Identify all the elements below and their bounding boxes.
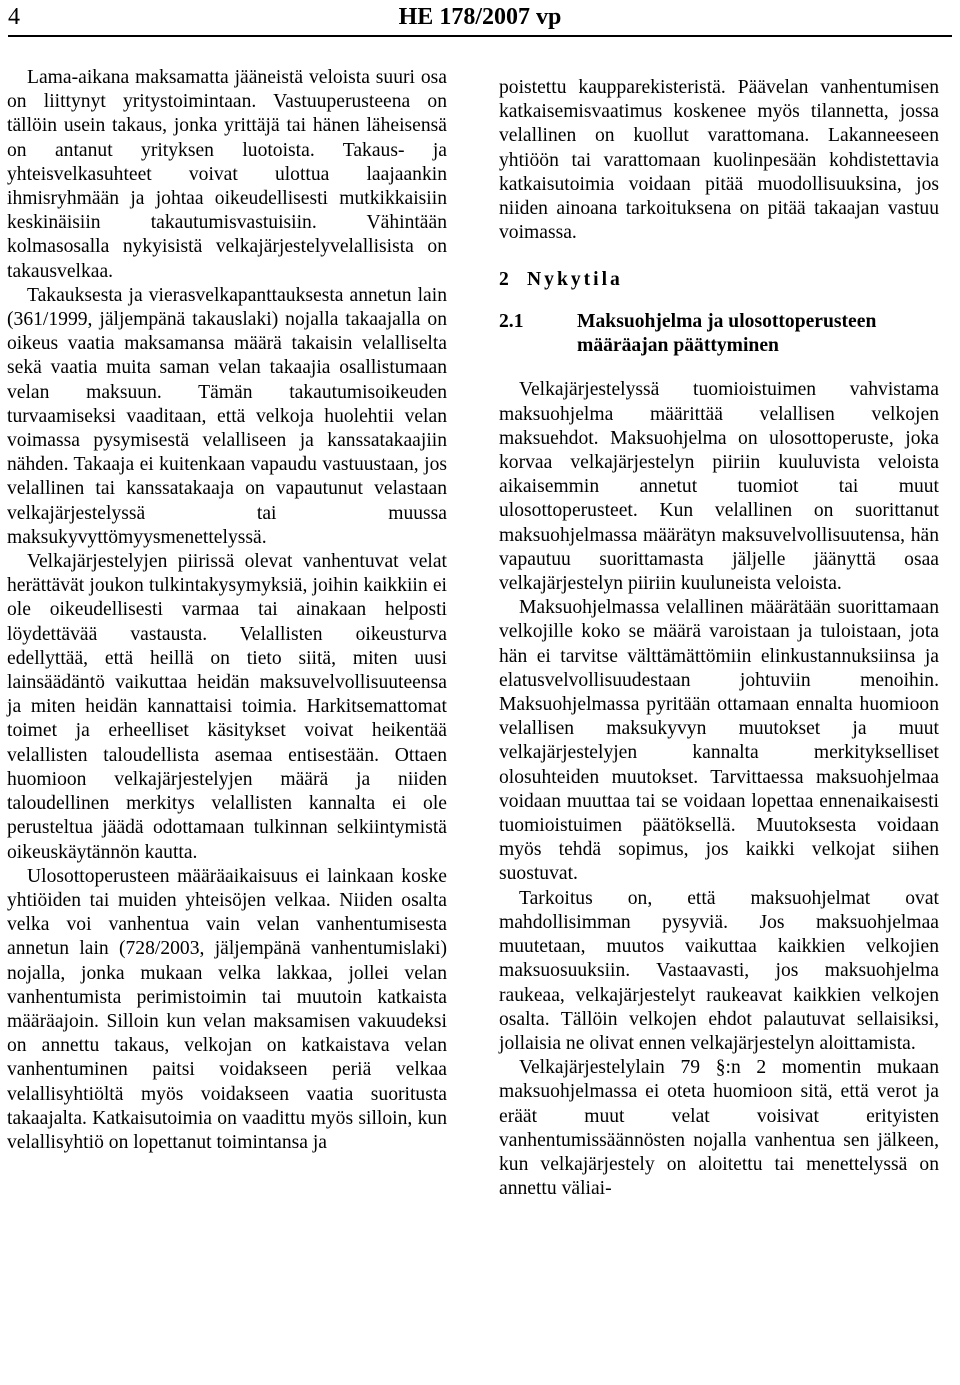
document-id: HE 178/2007 vp	[398, 4, 562, 30]
paragraph: Tarkoitus on, että maksuohjelmat ovat mahdollisimman pysyviä. Jos maksuohjelmaa muutetaan, muutos vaikuttaa kaikkien velkojien maksuosuuksiin. Vastaavasti, jos maksuohjelma raukeaa, velkajärjestelyt raukeavat kaikkien velkojen osalta. Tällöin velkojen ehdot palautuvat sellaisiksi, jollaisia ne olivat ennen velkajärjestelyn aloittamista.	[499, 887, 939, 1054]
section-heading	[499, 268, 939, 292]
subsection-title: Maksuohjelma ja ulosottoperusteen määräajan päättyminen	[577, 311, 877, 357]
page-number: 4	[8, 4, 20, 30]
header-rule	[8, 35, 952, 37]
section-number: 2	[499, 269, 509, 291]
section-title: Nykytila	[527, 269, 623, 291]
right-column	[499, 76, 939, 1201]
paragraph: Lama-aikana maksamatta jääneistä veloista suuri osa on liittynyt yritystoimintaan. Vastuuperusteena on tällöin usein takaus, jonka yrittäjä tai hänen läheisensä on antanut yrityksen luotoista. Takaus- ja yhteisvelkasuhteet voivat ulottua laajaankin ihmisryhmään ja johtaa oikeudellisesti mutkikkaisiin keskinäisiin takautumisvastuisiin. Vähintään kolmasosalla nykyisistä velkajärjestelyvelallisista on takausvelkaa.	[7, 67, 447, 282]
paragraph: Takauksesta ja vierasvelkapanttauksesta annetun lain (361/1999, jäljempänä takauslaki) nojalla takaajalla on oikeus vaatia maksamansa määrä takaisin velalliselta sekä vaatia muita saman velan takaajia osallistumaan velan maksuun. Tämän takautumisoikeuden turvaamiseksi vaaditaan, että velkoja huolehtii velan voimassa pysymisestä velalliseen ja kanssatakaajiin nähden. Takaaja ei kuitenkaan vapaudu vastuustaan, jos velallinen tai kanssatakaaja on vapautunut velastaan velkajärjestelyssä tai muussa maksukyvyttömyysmenettelyssä.	[7, 284, 447, 548]
subsection-heading	[499, 310, 939, 358]
paragraph: Velkajärjestelylain 79 §:n 2 momentin mukaan maksuohjelmassa ei oteta huomioon sitä, että verot ja eräät muut velat voisivat erityisten vanhentumissäännösten nojalla vanhentua sen jälkeen, kun velkajärjestely on aloitettu tai menettelyssä on annettu väliai-	[499, 1057, 939, 1200]
paragraph: Velkajärjestelyjen piirissä olevat vanhentuvat velat herättävät joukon tulkintakysymyksiä, joihin kaikkiin ei ole oikeudellisesti varmaa tai ainakaan helposti löydettävää vastausta. Velallisten oikeusturva edellyttää, että heillä on tieto siitä, miten uusi lainsäädäntö vaikuttaa heidän maksuvelvollisuuteensa ja miten heidän kannattaisi toimia. Harkitsemattomat toimet ja erheelliset käsitykset voivat heikentää velallisten taloudellista asemaa entisestään. Ottaen huomioon velkajärjestelyjen määrä ja niiden taloudellinen merkitys velallisten kannalta ei ole perusteltua jäädä odottamaan tulkinnan selkiintymistä oikeuskäytännön kautta.	[7, 551, 447, 863]
left-column	[7, 66, 447, 1155]
page-header	[0, 0, 960, 44]
subsection-number: 2.1	[499, 311, 524, 333]
paragraph: Velkajärjestelyssä tuomioistuimen vahvistama maksuohjelma määrittää velallisen velkojen maksuehdot. Maksuohjelma on ulosottoperuste, joka korvaa velkajärjestelyn piiriin kuuluvista veloista aikaisemmin annetut tuomiot tai muut ulosottoperusteet. Kun velallinen on suorittanut maksuohjelmassa määrätyn maksuvelvollisuutensa, hän vapautuu suorittamasta jäljelle jäänyttä osaa velkajärjestelyn piiriin kuuluneista veloista.	[499, 379, 939, 595]
continued-paragraph: poistettu kaupparekisteristä. Päävelan vanhentumisen katkaisemisvaatimus koskenee myös tilannetta, jossa velallinen on kuollut varattomana. Lakanneeseen yhtiöön tai varattomaan kuolinpesään kohdistettavia katkaisutoimia voidaan pitää muodollisuuksina, jos niiden ainoana tarkoituksena on pitää takaajan vastuu voimassa.	[499, 77, 939, 244]
paragraph: Ulosottoperusteen määräaikaisuus ei lainkaan koske yhtiöiden tai muiden yhteisöjen velkaa. Niiden osalta velka voi vanhentua vain velan vanhentumisesta annetun lain (728/2003, jäljempänä vanhentumislaki) nojalla, jonka mukaan velka lakkaa, jollei velan vanhentumista perimistoimin tai muutoin katkaista määräajoin. Silloin kun velan maksamisen vakuudeksi on annettu takaus, velkojan on katkaistava velan vanhentuminen paitsi voidakseen periä velkaa velallisyhtiöltä myös voidakseen vaatia suoritusta takaajalta. Katkaisutoimia on vaadittu myös silloin, kun velallisyhtiö on lopettanut toimintansa ja	[7, 865, 447, 1153]
paragraph: Maksuohjelmassa velallinen määrätään suorittamaan velkojille koko se määrä varoistaan ja tuloistaan, jota hän ei tarvitse välttämättömiin elinkustannuksiinsa ja elatusvelvollisuudestaan johtuviin menoihin. Maksuohjelmassa pyritään ottamaan ennalta huomioon velallisen maksukyvyn muutokset ja muut velkajärjestelyjen kannalta merkitykselliset olosuhteiden muutokset. Tarvittaessa maksuohjelmaa voidaan muuttaa tai se voidaan lopettaa ennenaikaisesti tuomioistuimen päätöksellä. Muutoksesta voidaan myös tehdä sopimus, jos kaikki velkojat siihen suostuvat.	[499, 597, 939, 885]
